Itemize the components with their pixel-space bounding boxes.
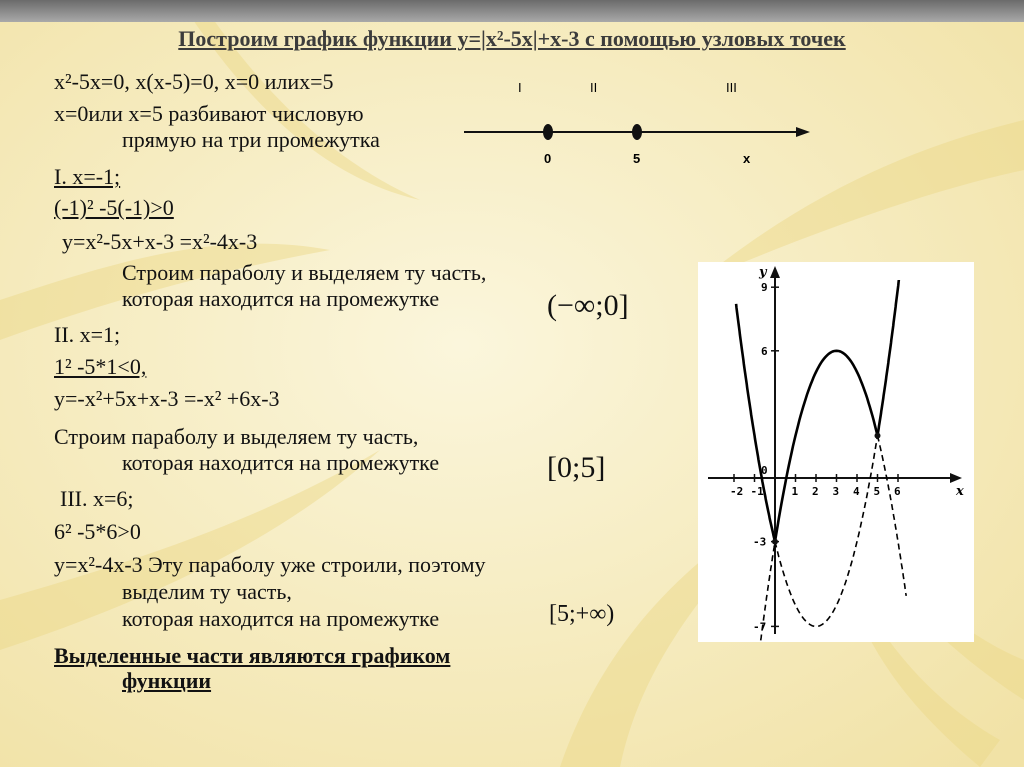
key-point — [772, 539, 778, 545]
x-tick-label: 1 — [791, 485, 799, 498]
text-line: у=х²-5х+х-3 =х²-4х-3 — [62, 229, 258, 254]
x-axis-label: x — [956, 484, 964, 499]
graph-curves — [736, 262, 908, 642]
function-graph — [698, 262, 974, 642]
x-tick-label: 4 — [853, 485, 860, 498]
text-line: 6² -5*6>0 — [54, 519, 141, 544]
point-0 — [543, 124, 553, 140]
equation-roots: х²-5х=0, х(х-5)=0, х=0 илих=5 — [54, 69, 334, 94]
graph-axes — [708, 266, 962, 634]
text-line: которая находится на промежутке — [122, 450, 440, 475]
top-bar — [0, 0, 1024, 22]
dashed-curve-right — [878, 436, 907, 596]
text-line — [54, 69, 334, 95]
text-line: 1² -5*1<0, — [54, 354, 147, 379]
graph-svg — [698, 262, 974, 642]
case-heading: III. х=6; — [60, 486, 134, 511]
number-line — [460, 68, 820, 178]
text-line: Строим параболу и выделяем ту часть, — [54, 424, 419, 449]
text-line: Строим параболу и выделяем ту часть, — [122, 260, 487, 285]
slide-title: Построим график функции у=|х²-5х|+х-3 с помощью узловых точек — [178, 26, 846, 51]
y-tick-label: 0 — [761, 464, 768, 477]
x-tick-label: -2 — [730, 485, 744, 498]
point-label: 0 — [544, 151, 552, 166]
y-tick-label: -7 — [753, 620, 767, 634]
region-label: II — [590, 80, 598, 95]
text-line: у=-х²+5х+х-3 =-х² +6х-3 — [54, 386, 280, 411]
interval-1: (−∞;0] — [547, 289, 629, 322]
y-axis-label: y — [759, 265, 767, 280]
solid-curve-middle — [775, 351, 878, 542]
case-heading: I. х=-1; — [54, 164, 121, 189]
text-line: которая находится на промежутке — [122, 286, 440, 311]
curve-group — [736, 262, 908, 642]
interval-2: [0;5] — [547, 451, 606, 484]
y-tick-label: 9 — [761, 281, 768, 295]
axis-label-x: x — [743, 151, 751, 166]
y-tick-label: -3 — [753, 535, 767, 549]
text-line: у=х²-4х-3 Эту параболу уже строили, поэтому — [54, 552, 486, 577]
x-tick-label: 2 — [812, 485, 819, 498]
solid-curve-right — [878, 262, 909, 436]
text-line: прямую на три промежутка — [122, 127, 380, 152]
x-axis-arrow — [950, 473, 962, 483]
case-heading: II. х=1; — [54, 322, 121, 347]
text-line: которая находится на промежутке — [122, 606, 440, 631]
solid-curve-left — [736, 304, 775, 542]
x-tick-label: 6 — [894, 485, 901, 498]
text-line: (-1)² -5(-1)>0 — [54, 195, 174, 220]
conclusion: функции — [122, 668, 212, 693]
y-axis-arrow — [770, 266, 780, 278]
interval-3: [5;+∞) — [549, 601, 615, 627]
text-line: х=0или х=5 разбивают числовую — [54, 101, 364, 126]
x-tick-label: 5 — [873, 485, 881, 498]
point-label: 5 — [633, 151, 641, 166]
y-tick-label: 6 — [761, 344, 768, 358]
conclusion: Выделенные части являются графиком — [54, 643, 451, 668]
region-label: III — [726, 80, 737, 95]
text-line: выделим ту часть, — [122, 579, 292, 604]
key-point — [875, 433, 881, 439]
number-line-arrow — [796, 127, 810, 137]
point-5 — [632, 124, 642, 140]
x-tick-label: 3 — [832, 485, 840, 498]
graph-labels — [730, 265, 964, 633]
x-tick-label: -1 — [750, 485, 764, 498]
region-label: I — [518, 80, 522, 95]
